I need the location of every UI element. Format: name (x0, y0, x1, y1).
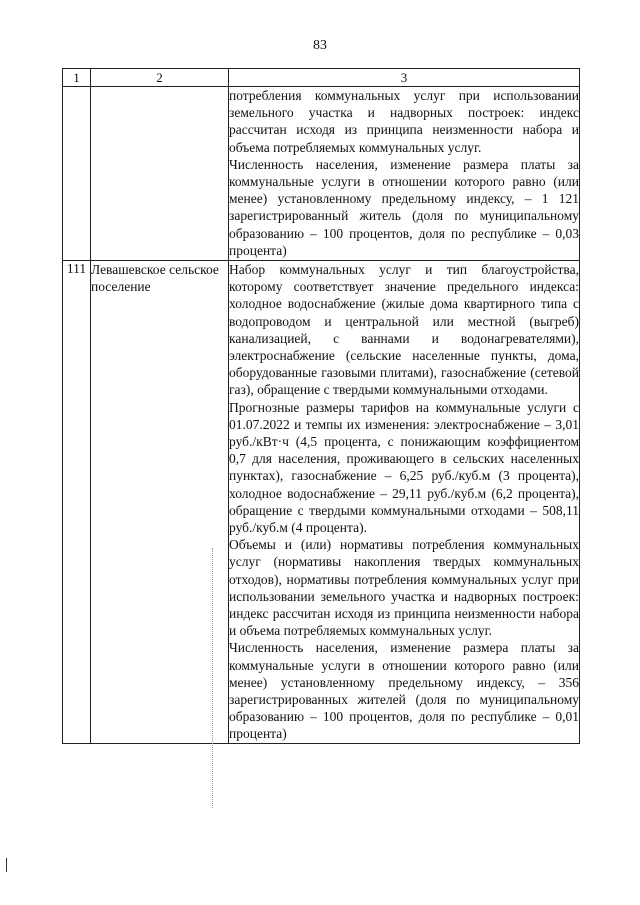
column-header-2: 2 (91, 69, 229, 87)
row-number: 111 (63, 261, 91, 744)
description-paragraph: потребления коммунальных услуг при использовании земельного участка и надворных построек: индекс рассчитан исходя из принципа неизменности набора и объема потребляемых коммунальных услуг. (229, 88, 579, 155)
column-header-3: 3 (229, 69, 580, 87)
table-row-continued (63, 87, 580, 261)
description-paragraph: Объемы и (или) нормативы потребления коммунальных услуг (нормативы накопления твердых коммунальных отходов), нормативы потребления коммунальных услуг при использовании земельного участка и надворных построек: индекс рассчитан исходя из принципа неизменности набора и объема потребляемых коммунальных услуг. (229, 537, 579, 639)
row-description-cell (229, 87, 580, 261)
page-number: 83 (313, 38, 327, 53)
description-paragraph: Численность населения, изменение размера платы за коммунальные услуги в отношении которого равно (или менее) установленному предельному индексу, – 356 зарегистрированных жителей (доля по муниципальному образованию – 100 процентов, доля по республике – 0,01 процента) (229, 640, 579, 742)
column-header-1: 1 (63, 69, 91, 87)
description-paragraph: Набор коммунальных услуг и тип благоустройства, которому соответствует значение предельного индекса: холодное водоснабжение (жилые дома квартирного типа с водопроводом и центральной или местной (выгреб) канализацией, с ваннами и водонагревателями), электроснабжение (сельские населенные пункты, дома, оборудованные газовыми плитами), газоснабжение (сетевой газ), обращение с твердыми коммунальными отходами. (229, 262, 579, 398)
description-paragraph: Численность населения, изменение размера платы за коммунальные услуги в отношении которого равно (или менее) установленному предельному индексу, – 1 121 зарегистрированный житель (доля по муниципальному образованию – 100 процентов, доля по республике – 0,03 процента) (229, 156, 579, 258)
description-paragraph: Прогнозные размеры тарифов на коммунальные услуги с 01.07.2022 и темпы их изменения: электроснабжение – 3,01 руб./кВт·ч (4,5 процента, с понижающим коэффициентом 0,7 для населения, проживающего в сельских населенных пунктах), газоснабжение – 6,25 руб./куб.м (3 процента), холодное водоснабжение – 29,11 руб./куб.м (6,2 процента), обращение с твердыми коммунальными отходами – 508,11 руб./куб.м (4 процента). (229, 399, 579, 536)
margin-mark (6, 858, 7, 872)
table-row-111 (63, 261, 580, 744)
settlement-name: Левашевское сельское поселение (91, 261, 229, 744)
row-number-cell (63, 87, 91, 261)
scan-dotted-line (212, 548, 214, 808)
row-description-cell (229, 261, 580, 744)
row-name-cell (91, 87, 229, 261)
indices-table (62, 68, 580, 744)
column-header-row (63, 69, 580, 87)
